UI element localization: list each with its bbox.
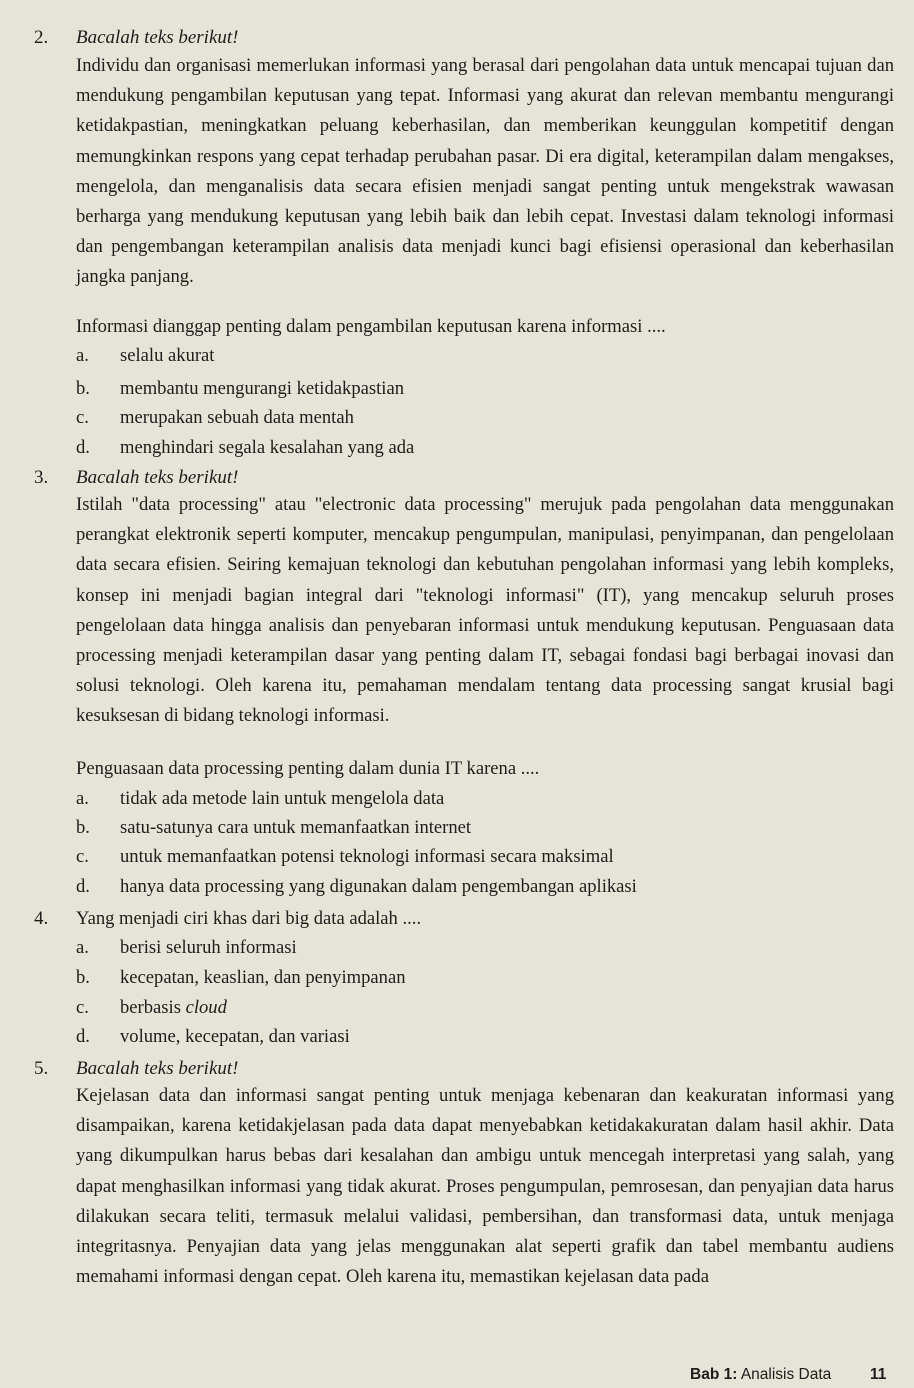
option-letter: d. [76,1026,90,1047]
option-text: untuk memanfaatkan potensi teknologi informasi secara maksimal [120,846,614,867]
option-text: merupakan sebuah data mentah [120,407,354,428]
option-letter: a. [76,788,89,809]
option-text: selalu akurat [120,345,215,366]
option-letter: a. [76,937,89,958]
option-letter: b. [76,378,90,399]
reading-passage: Istilah "data processing" atau "electronic data processing" merujuk pada pengolahan data menggunakan perangkat elektronik seperti komputer, mencakup pengumpulan, manipulasi, penyimpanan, dan pengelolaan data secara efisien. Seiring kemajuan teknologi dan kebutuhan pengolahan informasi yang lebih kompleks, konsep ini menjadi bagian integral dari "teknologi informasi" (IT), yang mencakup seluruh proses pengelolaan data hingga analisis dan penyebaran informasi untuk mendukung keputusan. Penguasaan data processing menjadi keterampilan dasar yang penting dalam IT, sebagai fondasi bagi berbagai inovasi dan solusi teknologi. Oleh karena itu, pemahaman mendalam tentang data processing sangat krusial bagi kesuksesan di bidang teknologi informasi. [76,494,894,727]
option-d[interactable] [76,876,637,898]
option-letter: c. [76,846,89,867]
option-text: kecepatan, keaslian, dan penyimpanan [120,967,406,988]
option-d[interactable] [76,1026,350,1048]
option-text: hanya data processing yang digunakan dalam pengembangan aplikasi [120,876,637,897]
option-b[interactable] [76,967,406,989]
option-text: tidak ada metode lain untuk mengelola data [120,788,445,809]
option-text: volume, kecepatan, dan variasi [120,1026,350,1047]
question-number: 2. [34,27,49,48]
option-text: satu-satunya cara untuk memanfaatkan internet [120,817,472,838]
question-stem: Yang menjadi ciri khas dari big data adalah .... [76,908,422,929]
question-intro: Bacalah teks berikut! [76,27,239,48]
option-letter: d. [76,437,90,458]
question-intro: Bacalah teks berikut! [76,467,239,488]
option-text: berbasis [120,997,186,1018]
option-c[interactable] [76,407,354,429]
option-a[interactable] [76,345,214,367]
option-a[interactable] [76,937,297,959]
option-text: menghindari segala kesalahan yang ada [120,437,415,458]
option-b[interactable] [76,378,404,400]
option-c[interactable] [76,846,614,868]
question-number: 5. [34,1058,49,1079]
option-text: membantu mengurangi ketidakpastian [120,378,404,399]
option-c[interactable] [76,997,227,1019]
chapter-title: Analisis Data [740,1366,832,1383]
option-a[interactable] [76,788,444,810]
page-number: 11 [870,1366,887,1383]
question-number: 4. [34,908,49,929]
option-letter: b. [76,967,90,988]
option-text-italic: cloud [185,997,227,1018]
page-footer [690,1366,887,1384]
question-intro: Bacalah teks berikut! [76,1058,239,1079]
option-letter: b. [76,817,90,838]
question-number: 3. [34,467,49,488]
option-letter: c. [76,997,89,1018]
reading-passage: Kejelasan data dan informasi sangat penting untuk menjaga kebenaran dan keakuratan informasi yang disampaikan, karena ketidakjelasan pada data dapat menyebabkan ketidakakuratan dalam hasil akhir. Data yang dikumpulkan harus bebas dari kesalahan dan ambigu untuk mencegah interpretasi yang salah, yang dapat menghasilkan informasi yang tidak akurat. Proses pengumpulan, pemrosesan, dan penyajian data harus dilakukan secara teliti, termasuk melalui validasi, pembersihan, dan transformasi data, untuk menjaga integritasnya. Penyajian data yang jelas menggunakan alat seperti grafik dan tabel membantu audiens memahami informasi dengan cepat. Oleh karena itu, memastikan kejelasan data pada [76,1085,894,1288]
option-letter: d. [76,876,90,897]
option-text: berisi seluruh informasi [120,937,297,958]
option-letter: c. [76,407,89,428]
question-stem: Informasi dianggap penting dalam pengambilan keputusan karena informasi .... [76,316,666,337]
question-stem: Penguasaan data processing penting dalam dunia IT karena .... [76,758,540,779]
option-d[interactable] [76,437,414,459]
chapter-label: Bab 1: [690,1366,738,1383]
option-letter: a. [76,345,89,366]
option-b[interactable] [76,817,471,839]
reading-passage: Individu dan organisasi memerlukan informasi yang berasal dari pengolahan data untuk mencapai tujuan dan mendukung pengambilan keputusan yang tepat. Informasi yang akurat dan relevan membantu mengurangi ketidakpastian, meningkatkan peluang keberhasilan, dan memberikan keunggulan kompetitif dengan memungkinkan respons yang cepat terhadap perubahan pasar. Di era digital, keterampilan dalam mengakses, mengelola, dan menganalisis data secara efisien menjadi sangat penting untuk mengekstrak wawasan berharga yang mendukung keputusan yang lebih baik dan lebih cepat. Investasi dalam teknologi informasi dan pengembangan keterampilan analisis data menjadi kunci bagi efisiensi operasional dan keberhasilan jangka panjang. [76,55,894,288]
